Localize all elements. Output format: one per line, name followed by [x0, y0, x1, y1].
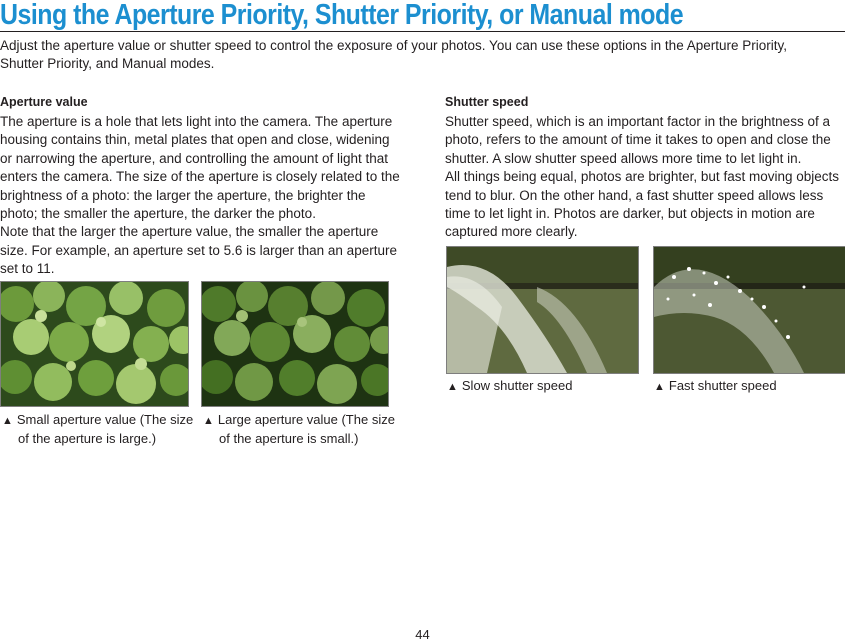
large-aperture-photo [201, 281, 389, 407]
aperture-section [0, 95, 400, 279]
aperture-paragraph-2: Note that the larger the aperture value, the smaller the aperture size. For example, an aperture set to 5.6 is larger than an aperture set to 11. [0, 224, 397, 277]
aperture-paragraph-1: The aperture is a hole that lets light into the camera. The aperture housing contains thin, metal plates that open and close, widening or narrowing the aperture, and controlling the amount of light that enters the camera. The size of the aperture is closely related to the brightness of a photo: the larger the aperture, the brighter the photo; the smaller the aperture, the darker the photo. [0, 114, 400, 222]
small-aperture-caption: ▲ Small aperture value (The size of the aperture is large.) [2, 412, 194, 446]
slow-shutter-caption: ▲ Slow shutter speed [447, 378, 573, 393]
shutter-paragraph-2: All things being equal, photos are brighter, but fast moving objects tend to blur. On the other hand, a fast shutter speed allows less time to let light in. Photos are darker, but objects in motion are captured more clearly. [445, 169, 839, 240]
triangle-icon: ▲ [447, 381, 458, 393]
page-title: Using the Aperture Priority, Shutter Priority, or Manual mode [0, 0, 684, 31]
fast-shutter-photo [653, 246, 845, 374]
triangle-icon: ▲ [654, 381, 665, 393]
slow-shutter-photo [446, 246, 639, 374]
intro-paragraph: Adjust the aperture value or shutter speed to control the exposure of your photos. You can use these options in the Aperture Priority, Shutter Priority, and Manual modes. [0, 38, 787, 71]
page-number: 44 [415, 627, 430, 642]
shutter-paragraph-1: Shutter speed, which is an important factor in the brightness of a photo, refers to the amount of time it takes to open and close the shutter. A slow shutter speed allows more time to let light in. [445, 114, 831, 166]
shutter-heading: Shutter speed [445, 95, 529, 109]
title-divider [0, 31, 845, 32]
fast-shutter-caption: ▲ Fast shutter speed [654, 378, 777, 393]
triangle-icon: ▲ [203, 415, 214, 427]
shutter-section [445, 95, 845, 242]
aperture-heading: Aperture value [0, 95, 88, 109]
small-aperture-photo [0, 281, 189, 407]
large-aperture-caption: ▲ Large aperture value (The size of the aperture is small.) [203, 412, 395, 446]
triangle-icon: ▲ [2, 415, 13, 427]
